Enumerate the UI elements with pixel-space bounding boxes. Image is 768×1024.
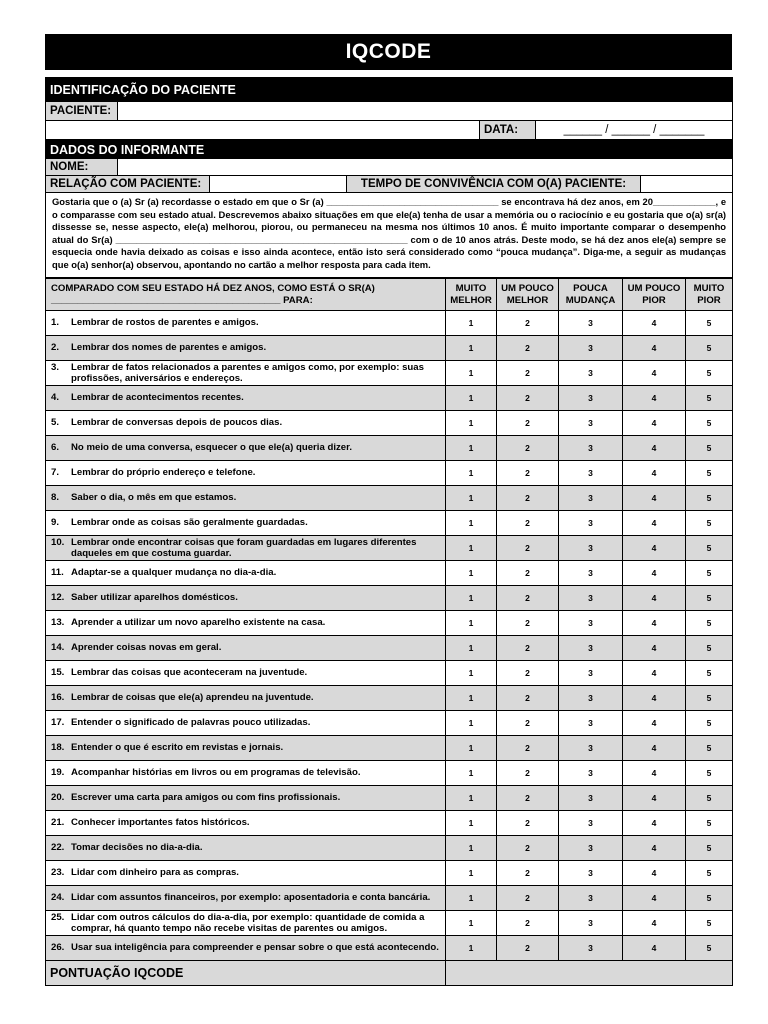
- informant-name-label: NOME:: [46, 159, 118, 176]
- item-question: [46, 811, 446, 836]
- item-option-2[interactable]: 2: [497, 586, 559, 611]
- item-number: 6.: [51, 442, 60, 454]
- questionnaire-table: [45, 278, 733, 986]
- item-option-3[interactable]: 3: [559, 386, 623, 411]
- item-option-5[interactable]: 5: [686, 886, 733, 911]
- iqcode-form: [45, 34, 732, 986]
- item-option-4[interactable]: 4: [623, 611, 686, 636]
- informant-section: [45, 140, 733, 278]
- item-option-4[interactable]: 4: [623, 486, 686, 511]
- item-option-2[interactable]: 2: [497, 511, 559, 536]
- item-option-3[interactable]: 3: [559, 636, 623, 661]
- item-option-1[interactable]: 1: [446, 661, 497, 686]
- intro-text: Gostaria que o (a) Sr (a) recordasse o estado em que o Sr (a) _________________________________ se encontrava há dez anos, em 20____________, e o comparasse com seu estado atual. Descrevemos abaixo situações em que ele(a) tenha de usar a memória ou o raciocínio e eu gostaria que o(a) sr(a) dissesse se, nesse aspecto, ele(a) melhorou, piorou, ou permaneceu na mesma nos últimos 10 anos. É muito importante comparar o desempenho atual do Sr(a) ________________________________________________________ com o de 10 anos atrás. Deste modo, se há dez anos ele(a) sempre se esquecia onde havia deixado as coisas e isso ainda acontece, então isto será considerado como “pouca mudança”. Diga-me, a seguir as mudanças que o(a) senhor(a) observou, apontando no cartão a melhor resposta para cada item.: [46, 193, 733, 278]
- item-text: Lembrar de fatos relacionados a parentes e amigos como, por exemplo: suas profissões, aniversários e endereços.: [71, 361, 424, 384]
- item-number: 18.: [51, 742, 65, 754]
- informant-section-header: DADOS DO INFORMANTE: [46, 141, 733, 159]
- item-number: 12.: [51, 592, 65, 604]
- item-option-3[interactable]: 3: [559, 511, 623, 536]
- item-option-1[interactable]: 1: [446, 711, 497, 736]
- item-question: [46, 736, 446, 761]
- item-question: [46, 486, 446, 511]
- item-text: Lidar com assuntos financeiros, por exemplo: aposentadoria e conta bancária.: [71, 892, 431, 904]
- item-option-3[interactable]: 3: [559, 911, 623, 936]
- item-option-5[interactable]: 5: [686, 861, 733, 886]
- item-number: 26.: [51, 942, 65, 954]
- patient-section-header: IDENTIFICAÇÃO DO PACIENTE: [46, 78, 733, 102]
- item-number: 5.: [51, 417, 60, 429]
- item-option-5[interactable]: 5: [686, 836, 733, 861]
- item-question: [46, 511, 446, 536]
- table-row: [46, 811, 733, 836]
- item-option-3[interactable]: 3: [559, 861, 623, 886]
- item-text: Escrever uma carta para amigos ou com fins profissionais.: [71, 792, 341, 804]
- item-option-5[interactable]: 5: [686, 611, 733, 636]
- table-row: [46, 886, 733, 911]
- item-number: 20.: [51, 792, 65, 804]
- table-row: [46, 686, 733, 711]
- item-number: 22.: [51, 842, 65, 854]
- item-question: [46, 311, 446, 336]
- table-row: [46, 311, 733, 336]
- item-option-2[interactable]: 2: [497, 761, 559, 786]
- item-option-1[interactable]: 1: [446, 561, 497, 586]
- item-option-1[interactable]: 1: [446, 336, 497, 361]
- item-option-3[interactable]: 3: [559, 686, 623, 711]
- item-option-4[interactable]: 4: [623, 536, 686, 561]
- col-header-muito-melhor: MUITO MELHOR: [446, 279, 497, 311]
- item-option-5[interactable]: 5: [686, 536, 733, 561]
- item-question: [46, 711, 446, 736]
- item-text: Lembrar onde as coisas são geralmente guardadas.: [71, 517, 308, 529]
- item-option-3[interactable]: 3: [559, 361, 623, 386]
- item-option-4[interactable]: 4: [623, 886, 686, 911]
- item-question: [46, 761, 446, 786]
- item-option-5[interactable]: 5: [686, 636, 733, 661]
- table-row: [46, 911, 733, 936]
- table-row: [46, 761, 733, 786]
- item-option-3[interactable]: 3: [559, 586, 623, 611]
- item-question: [46, 336, 446, 361]
- table-row: [46, 711, 733, 736]
- item-option-4[interactable]: 4: [623, 786, 686, 811]
- item-option-2[interactable]: 2: [497, 411, 559, 436]
- table-row: [46, 411, 733, 436]
- item-option-3[interactable]: 3: [559, 461, 623, 486]
- score-row: [46, 961, 733, 986]
- item-option-2[interactable]: 2: [497, 636, 559, 661]
- item-text: Aprender coisas novas em geral.: [71, 642, 222, 654]
- item-text: Lembrar onde encontrar coisas que foram guardadas em lugares diferentes daqueles em que costuma guardar.: [71, 536, 417, 559]
- item-text: Usar sua inteligência para compreender e pensar sobre o que está acontecendo.: [71, 942, 439, 954]
- item-text: Adaptar-se a qualquer mudança no dia-a-dia.: [71, 567, 277, 579]
- item-number: 11.: [51, 567, 64, 579]
- patient-label: PACIENTE:: [46, 102, 118, 121]
- item-text: Lidar com outros cálculos do dia-a-dia, por exemplo: quantidade de comida a comprar, há quanto tempo não recebe visitas de parentes ou amigos.: [71, 911, 425, 934]
- item-option-4[interactable]: 4: [623, 511, 686, 536]
- item-text: Lembrar de rostos de parentes e amigos.: [71, 317, 259, 329]
- item-option-5[interactable]: 5: [686, 661, 733, 686]
- item-option-2[interactable]: 2: [497, 661, 559, 686]
- item-option-3[interactable]: 3: [559, 411, 623, 436]
- date-label: DATA:: [480, 121, 536, 140]
- item-option-4[interactable]: 4: [623, 761, 686, 786]
- questionnaire-header-row: [46, 279, 733, 311]
- item-option-2[interactable]: 2: [497, 611, 559, 636]
- table-row: [46, 611, 733, 636]
- item-question: [46, 536, 446, 561]
- item-option-3[interactable]: 3: [559, 311, 623, 336]
- item-option-1[interactable]: 1: [446, 586, 497, 611]
- item-option-1[interactable]: 1: [446, 386, 497, 411]
- item-option-3[interactable]: 3: [559, 336, 623, 361]
- item-option-3[interactable]: 3: [559, 536, 623, 561]
- item-option-4[interactable]: 4: [623, 461, 686, 486]
- col-header-pouca-mudanca: POUCA MUDANÇA: [559, 279, 623, 311]
- item-option-5[interactable]: 5: [686, 711, 733, 736]
- item-option-1[interactable]: 1: [446, 311, 497, 336]
- item-number: 1.: [51, 317, 60, 329]
- item-text: Lembrar dos nomes de parentes e amigos.: [71, 342, 267, 354]
- item-option-2[interactable]: 2: [497, 386, 559, 411]
- item-option-4[interactable]: 4: [623, 736, 686, 761]
- table-row: [46, 486, 733, 511]
- item-option-3[interactable]: 3: [559, 786, 623, 811]
- item-number: 21.: [51, 817, 65, 829]
- item-option-2[interactable]: 2: [497, 911, 559, 936]
- item-option-4[interactable]: 4: [623, 836, 686, 861]
- item-option-3[interactable]: 3: [559, 486, 623, 511]
- item-option-4[interactable]: 4: [623, 561, 686, 586]
- item-question: [46, 911, 446, 936]
- item-number: 14.: [51, 642, 65, 654]
- item-option-2[interactable]: 2: [497, 536, 559, 561]
- item-option-5[interactable]: 5: [686, 461, 733, 486]
- item-option-3[interactable]: 3: [559, 936, 623, 961]
- item-option-1[interactable]: 1: [446, 761, 497, 786]
- item-option-2[interactable]: 2: [497, 486, 559, 511]
- item-text: Lembrar de acontecimentos recentes.: [71, 392, 244, 404]
- item-text: Lembrar de coisas que ele(a) aprendeu na juventude.: [71, 692, 314, 704]
- item-option-5[interactable]: 5: [686, 386, 733, 411]
- item-text: Lembrar do próprio endereço e telefone.: [71, 467, 256, 479]
- item-option-2[interactable]: 2: [497, 461, 559, 486]
- item-question: [46, 436, 446, 461]
- col-header-muito-pior: MUITO PIOR: [686, 279, 733, 311]
- item-option-2[interactable]: 2: [497, 336, 559, 361]
- patient-name-field[interactable]: [118, 102, 733, 121]
- item-question: [46, 386, 446, 411]
- item-option-2[interactable]: 2: [497, 711, 559, 736]
- item-option-3[interactable]: 3: [559, 711, 623, 736]
- item-option-1[interactable]: 1: [446, 361, 497, 386]
- item-option-4[interactable]: 4: [623, 586, 686, 611]
- item-option-1[interactable]: 1: [446, 736, 497, 761]
- score-field[interactable]: [446, 961, 733, 986]
- item-option-4[interactable]: 4: [623, 936, 686, 961]
- item-option-1[interactable]: 1: [446, 511, 497, 536]
- form-title: IQCODE: [45, 34, 732, 70]
- item-option-1[interactable]: 1: [446, 686, 497, 711]
- item-text: Tomar decisões no dia-a-dia.: [71, 842, 203, 854]
- item-option-4[interactable]: 4: [623, 686, 686, 711]
- item-number: 16.: [51, 692, 65, 704]
- item-option-2[interactable]: 2: [497, 861, 559, 886]
- table-row: [46, 461, 733, 486]
- item-option-5[interactable]: 5: [686, 811, 733, 836]
- item-option-5[interactable]: 5: [686, 936, 733, 961]
- item-option-2[interactable]: 2: [497, 686, 559, 711]
- item-option-5[interactable]: 5: [686, 361, 733, 386]
- item-option-1[interactable]: 1: [446, 536, 497, 561]
- item-option-2[interactable]: 2: [497, 936, 559, 961]
- item-option-1[interactable]: 1: [446, 836, 497, 861]
- item-number: 19.: [51, 767, 65, 779]
- item-question: [46, 636, 446, 661]
- item-option-5[interactable]: 5: [686, 911, 733, 936]
- item-text: No meio de uma conversa, esquecer o que ele(a) queria dizer.: [71, 442, 352, 454]
- item-text: Entender o que é escrito em revistas e jornais.: [71, 742, 284, 754]
- item-text: Saber utilizar aparelhos domésticos.: [71, 592, 238, 604]
- table-row: [46, 861, 733, 886]
- table-row: [46, 736, 733, 761]
- item-number: 9.: [51, 517, 60, 529]
- item-option-1[interactable]: 1: [446, 411, 497, 436]
- item-option-4[interactable]: 4: [623, 311, 686, 336]
- patient-section: [45, 77, 733, 140]
- item-option-5[interactable]: 5: [686, 411, 733, 436]
- item-option-3[interactable]: 3: [559, 561, 623, 586]
- table-row: [46, 536, 733, 561]
- item-option-2[interactable]: 2: [497, 836, 559, 861]
- item-option-1[interactable]: 1: [446, 811, 497, 836]
- item-option-3[interactable]: 3: [559, 811, 623, 836]
- item-option-4[interactable]: 4: [623, 436, 686, 461]
- item-option-1[interactable]: 1: [446, 461, 497, 486]
- item-number: 23.: [51, 867, 65, 879]
- item-option-1[interactable]: 1: [446, 486, 497, 511]
- item-option-3[interactable]: 3: [559, 611, 623, 636]
- table-row: [46, 786, 733, 811]
- item-question: [46, 561, 446, 586]
- score-label: PONTUAÇÃO IQCODE: [46, 961, 446, 986]
- item-option-4[interactable]: 4: [623, 811, 686, 836]
- item-option-5[interactable]: 5: [686, 311, 733, 336]
- item-option-4[interactable]: 4: [623, 361, 686, 386]
- item-question: [46, 661, 446, 686]
- item-option-4[interactable]: 4: [623, 911, 686, 936]
- table-row: [46, 586, 733, 611]
- item-option-5[interactable]: 5: [686, 486, 733, 511]
- item-option-2[interactable]: 2: [497, 561, 559, 586]
- item-question: [46, 936, 446, 961]
- item-option-2[interactable]: 2: [497, 786, 559, 811]
- item-text: Lembrar de conversas depois de poucos dias.: [71, 417, 283, 429]
- item-number: 4.: [51, 392, 60, 404]
- item-option-1[interactable]: 1: [446, 611, 497, 636]
- item-option-5[interactable]: 5: [686, 686, 733, 711]
- item-option-2[interactable]: 2: [497, 886, 559, 911]
- item-number: 3.: [51, 361, 60, 373]
- question-header: COMPARADO COM SEU ESTADO HÁ DEZ ANOS, COMO ESTÁ O SR(A) ___________________________________________ PARA:: [46, 279, 446, 311]
- time-field[interactable]: [641, 176, 733, 193]
- item-option-4[interactable]: 4: [623, 411, 686, 436]
- item-number: 24.: [51, 892, 65, 904]
- table-row: [46, 336, 733, 361]
- item-option-1[interactable]: 1: [446, 911, 497, 936]
- item-option-4[interactable]: 4: [623, 336, 686, 361]
- item-option-2[interactable]: 2: [497, 736, 559, 761]
- item-option-4[interactable]: 4: [623, 661, 686, 686]
- item-option-1[interactable]: 1: [446, 886, 497, 911]
- item-question: [46, 361, 446, 386]
- item-option-4[interactable]: 4: [623, 386, 686, 411]
- item-option-3[interactable]: 3: [559, 661, 623, 686]
- item-option-3[interactable]: 3: [559, 436, 623, 461]
- item-text: Lidar com dinheiro para as compras.: [71, 867, 239, 879]
- table-row: [46, 511, 733, 536]
- col-header-um-pouco-pior: UM POUCO PIOR: [623, 279, 686, 311]
- item-option-1[interactable]: 1: [446, 786, 497, 811]
- item-option-5[interactable]: 5: [686, 336, 733, 361]
- item-option-3[interactable]: 3: [559, 761, 623, 786]
- item-question: [46, 586, 446, 611]
- item-question: [46, 886, 446, 911]
- item-text: Lembrar das coisas que aconteceram na juventude.: [71, 667, 308, 679]
- item-option-3[interactable]: 3: [559, 736, 623, 761]
- patient-extra-field[interactable]: [46, 121, 480, 140]
- item-text: Conhecer importantes fatos históricos.: [71, 817, 250, 829]
- item-text: Entender o significado de palavras pouco utilizadas.: [71, 717, 311, 729]
- item-question: [46, 611, 446, 636]
- item-number: 2.: [51, 342, 60, 354]
- item-option-2[interactable]: 2: [497, 311, 559, 336]
- item-option-5[interactable]: 5: [686, 761, 733, 786]
- table-row: [46, 436, 733, 461]
- table-row: [46, 386, 733, 411]
- item-option-1[interactable]: 1: [446, 936, 497, 961]
- table-row: [46, 936, 733, 961]
- item-option-5[interactable]: 5: [686, 511, 733, 536]
- item-question: [46, 836, 446, 861]
- item-question: [46, 861, 446, 886]
- table-row: [46, 561, 733, 586]
- table-row: [46, 361, 733, 386]
- item-number: 17.: [51, 717, 65, 729]
- item-text: Acompanhar histórias em livros ou em programas de televisão.: [71, 767, 361, 779]
- item-option-2[interactable]: 2: [497, 811, 559, 836]
- table-row: [46, 661, 733, 686]
- item-question: [46, 786, 446, 811]
- time-label: TEMPO DE CONVIVÊNCIA COM O(A) PACIENTE:: [347, 176, 641, 193]
- informant-name-field[interactable]: [118, 159, 733, 176]
- item-question: [46, 461, 446, 486]
- item-number: 25.: [51, 911, 65, 923]
- item-option-5[interactable]: 5: [686, 736, 733, 761]
- item-option-2[interactable]: 2: [497, 361, 559, 386]
- item-option-4[interactable]: 4: [623, 711, 686, 736]
- item-option-5[interactable]: 5: [686, 786, 733, 811]
- item-option-1[interactable]: 1: [446, 436, 497, 461]
- item-number: 7.: [51, 467, 60, 479]
- relation-field[interactable]: [210, 176, 347, 193]
- item-option-4[interactable]: 4: [623, 636, 686, 661]
- item-number: 10.: [51, 536, 65, 548]
- item-option-4[interactable]: 4: [623, 861, 686, 886]
- table-row: [46, 836, 733, 861]
- item-question: [46, 686, 446, 711]
- relation-label: RELAÇÃO COM PACIENTE:: [46, 176, 210, 193]
- item-option-1[interactable]: 1: [446, 636, 497, 661]
- item-option-5[interactable]: 5: [686, 561, 733, 586]
- item-option-1[interactable]: 1: [446, 861, 497, 886]
- col-header-um-pouco-melhor: UM POUCO MELHOR: [497, 279, 559, 311]
- date-field[interactable]: ______ / ______ / _______: [536, 121, 733, 140]
- item-option-5[interactable]: 5: [686, 436, 733, 461]
- item-question: [46, 411, 446, 436]
- table-row: [46, 636, 733, 661]
- item-option-2[interactable]: 2: [497, 436, 559, 461]
- item-number: 8.: [51, 492, 60, 504]
- item-option-3[interactable]: 3: [559, 886, 623, 911]
- item-number: 15.: [51, 667, 65, 679]
- item-option-3[interactable]: 3: [559, 836, 623, 861]
- item-text: Saber o dia, o mês em que estamos.: [71, 492, 237, 504]
- item-number: 13.: [51, 617, 65, 629]
- item-text: Aprender a utilizar um novo aparelho existente na casa.: [71, 617, 326, 629]
- item-option-5[interactable]: 5: [686, 586, 733, 611]
